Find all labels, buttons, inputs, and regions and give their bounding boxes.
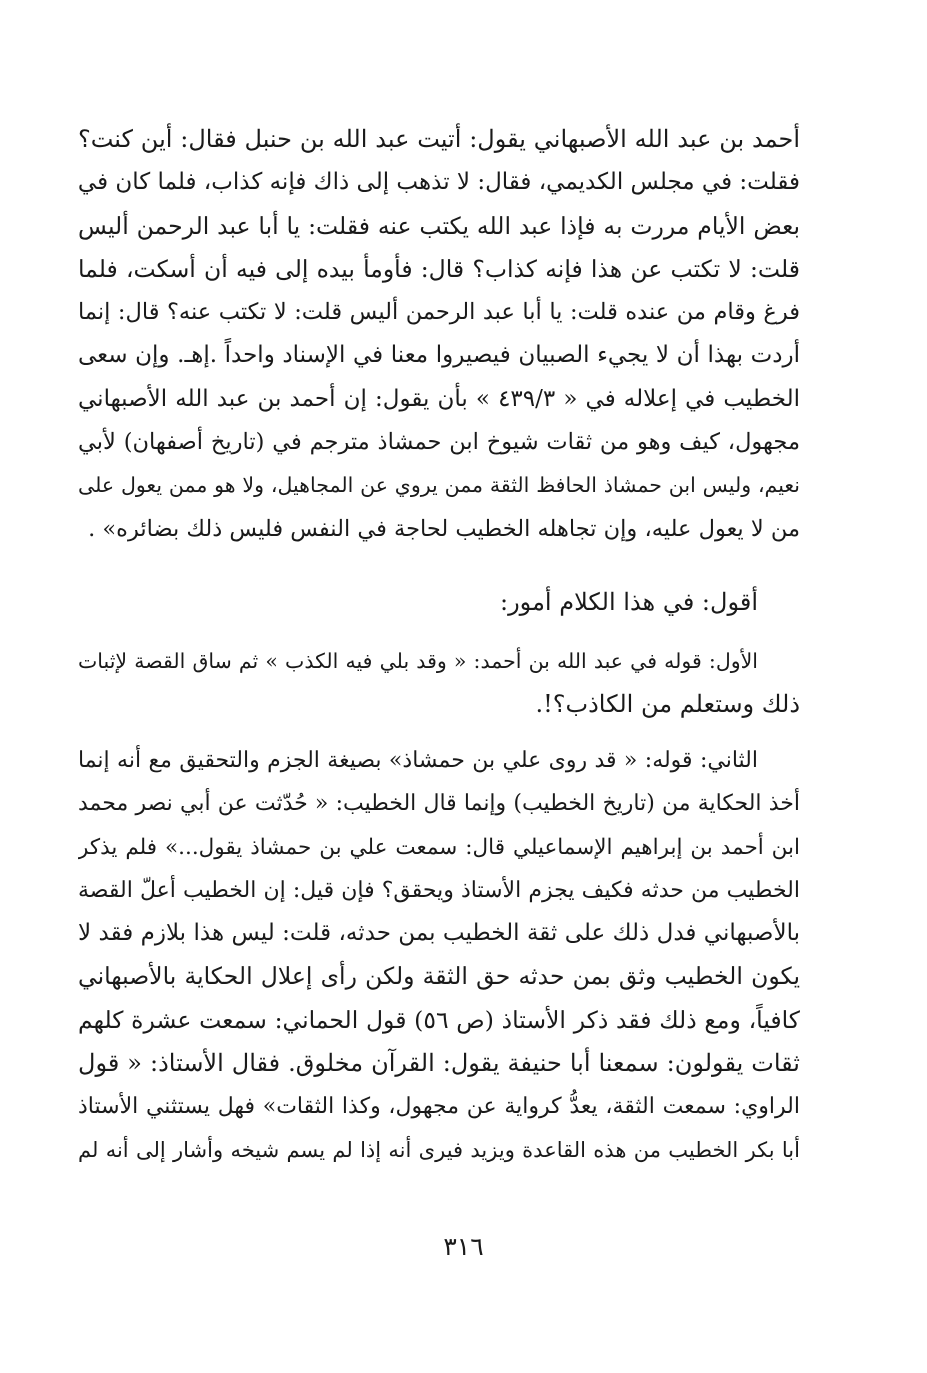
text-line: ابن أحمد بن إبراهيم الإسماعيلي قال: سمعت علي بن حمشاذ يقول...» فلم يذكر xyxy=(78,834,800,860)
text-line: من لا يعول عليه، وإن تجاهله الخطيب لحاجة في النفس فليس ذلك بضائره» . xyxy=(88,515,800,542)
text-line: بعض الأيام مررت به فإذا عبد الله يكتب عنه فقلت: يا أبا عبد الرحمن أليس xyxy=(78,211,800,240)
text-line: أردت بهذا أن لا يجيء الصبيان فيصيروا معنا في الإسناد واحداً .إهـ. وإن سعى xyxy=(78,342,800,369)
text-line: أخذ الحكاية من (تاريخ الخطيب) وإنما قال الخطيب: « حُدّثت عن أبي نصر محمد xyxy=(78,791,800,817)
paragraph-4 xyxy=(78,739,800,1172)
text-line: مجهول، كيف وهو من ثقات شيوخ ابن حمشاذ مترجم في (تاريخ أصفهان) لأبي xyxy=(78,429,800,456)
paragraph-2 xyxy=(78,581,800,624)
text-line: الخطيب من حدثه فكيف يجزم الأستاذ ويحقق؟ فإن قيل: إن الخطيب أعلّ القصة xyxy=(78,877,800,903)
text-line: يكون الخطيب وثق بمن حدثه حق الثقة ولكن رأى إعلال الحكاية بالأصبهاني xyxy=(78,962,800,991)
text-line: أقول: في هذا الكلام أمور: xyxy=(500,588,758,616)
text-line: كافياً، ومع ذلك فقد ذكر الأستاذ (ص ٥٦) قول الحماني: سمعت عشرة كلهم xyxy=(78,1005,800,1034)
paragraph-3 xyxy=(78,640,800,727)
text-line: أبا بكر الخطيب من هذه القاعدة ويزيد فيرى أنه إذا لم يسم شيخه وأشار إلى أنه لم xyxy=(78,1137,800,1162)
text-line: أحمد بن عبد الله الأصبهاني يقول: أتيت عبد الله بن حنبل فقال: أين كنت؟ xyxy=(78,125,800,153)
text-line: ثقات يقولون: سمعنا أبا حنيفة يقول: القرآن مخلوق. فقال الأستاذ: « قول xyxy=(78,1049,800,1078)
page-number: ٣١٦ xyxy=(443,1232,484,1261)
text-line: الثاني: قوله: « قد روى علي بن حمشاذ» بصيغة الجزم والتحقيق مع أنه إنما xyxy=(78,748,758,773)
text-line: الراوي: سمعت الثقة، يعدُّ كرواية عن مجهول، وكذا الثقات» فهل يستثني الأستاذ xyxy=(78,1094,800,1120)
text-line: بالأصبهاني فدل ذلك على ثقة الخطيب بمن حدثه، قلت: ليس هذا بلازم فقد لا xyxy=(78,920,800,947)
text-line: ذلك وستعلم من الكاذب؟!. xyxy=(535,690,800,719)
text-line: فرغ وقام من عنده قلت: يا أبا عبد الرحمن أليس قلت: لا تكتب عنه؟ قال: إنما xyxy=(78,299,800,326)
text-line: قلت: لا تكتب عن هذا فإنه كذاب؟ قال: فأومأ بيده إلى فيه أن أسكت، فلما xyxy=(78,254,800,283)
text-line: الخطيب في إعلاله في « ٤٣٩/٣ » بأن يقول: إن أحمد بن عبد الله الأصبهاني xyxy=(78,385,800,412)
text-line: فقلت: في مجلس الكديمي، فقال: لا تذهب إلى ذاك فإنه كذاب، فلما كان في xyxy=(78,169,800,196)
text-line: نعيم، وليس ابن حمشاذ الحافظ الثقة ممن يروي عن المجاهيل، ولا هو ممن يعول على xyxy=(78,473,800,498)
paragraph-1 xyxy=(78,118,800,551)
text-line: الأول: قوله في عبد الله بن أحمد: « وقد بلي فيه الكذب » ثم ساق القصة لإثبات xyxy=(78,649,758,673)
